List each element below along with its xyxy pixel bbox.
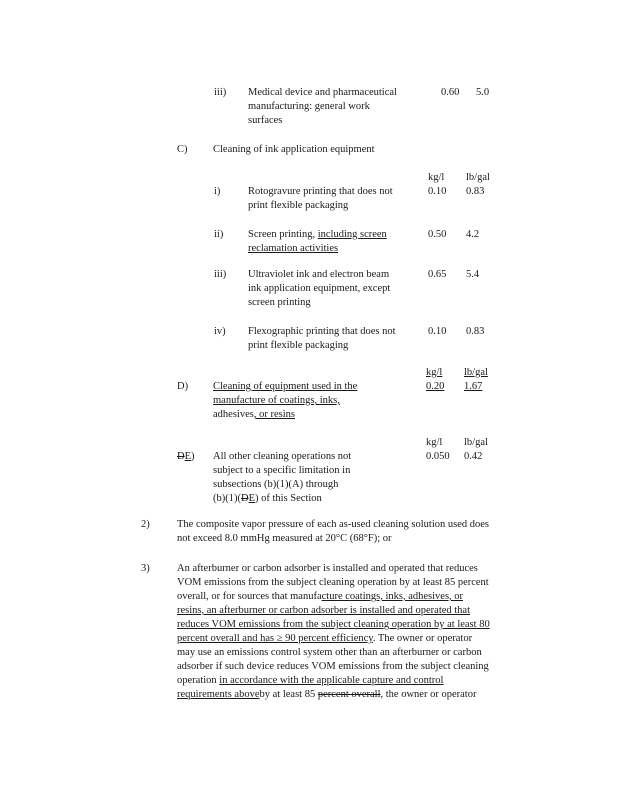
section-c-unit-kgl: kg/l (428, 172, 445, 183)
section-d-kgl: 0.20 (426, 381, 445, 392)
c-item-i-line-1: Rotogravure printing that does not (248, 186, 393, 197)
section-c-title: Cleaning of ink application equipment (213, 144, 375, 155)
c-item-iii-kgl: 0.65 (428, 269, 447, 280)
item-iii-line-2: manufacturing: general work (248, 101, 370, 112)
c-item-iii-label: iii) (214, 269, 227, 280)
c-item-iv-label: iv) (214, 326, 226, 337)
para-3-line-7: may use an emissions control system other than an afterburner or carbon (177, 647, 482, 658)
para-2-line-1: The composite vapor pressure of each as-used cleaning solution used does (177, 519, 489, 530)
c-item-iii-line-3: screen printing (248, 297, 311, 308)
section-d-line-3: adhesives, or resins (213, 409, 295, 420)
para-3-line-4: resins, an afterburner or carbon adsorber is installed and operated that (177, 605, 471, 616)
c-item-ii-label: ii) (214, 229, 224, 240)
section-dd-line-3: subsections (b)(1)(A) through (213, 479, 339, 490)
c-item-iv-lbgal: 0.83 (466, 326, 485, 337)
para-2-line-2: not exceed 8.0 mmHg measured at 20°C (68°F); or (177, 533, 392, 544)
section-c-label: C) (177, 144, 188, 155)
section-dd-line-2: subject to a specific limitation in (213, 465, 351, 476)
section-d-unit-kgl: kg/l (426, 367, 443, 378)
c-item-iii-lbgal: 5.4 (466, 269, 480, 280)
c-item-i-line-2: print flexible packaging (248, 200, 349, 211)
para-2-label: 2) (141, 519, 150, 530)
para-3-line-9: operation in accordance with the applicable capture and control (177, 675, 444, 686)
section-dd-unit-kgl: kg/l (426, 437, 443, 448)
section-dd-kgl: 0.050 (426, 451, 450, 462)
para-3-line-2: VOM emissions from the subject cleaning operation by at least 85 percent (177, 577, 489, 588)
item-iii-label: iii) (214, 87, 227, 98)
section-d-label: D) (177, 381, 189, 392)
para-3-line-1: An afterburner or carbon adsorber is installed and operated that reduces (177, 563, 478, 574)
c-item-iv-line-1: Flexographic printing that does not (248, 326, 396, 337)
section-dd-unit-lbgal: lb/gal (464, 437, 488, 448)
item-iii-lbgal: 5.0 (476, 87, 490, 98)
para-3-line-5: reduces VOM emissions from the subject cleaning operation by at least 80 (177, 619, 490, 630)
c-item-iv-kgl: 0.10 (428, 326, 447, 337)
para-3-line-3: overall, or for sources that manufacture coatings, inks, adhesives, or (177, 591, 464, 602)
section-dd-line-4: (b)(1)(DE) of this Section (213, 493, 322, 504)
c-item-iii-line-2: ink application equipment, except (248, 283, 391, 294)
section-d-line-2: manufacture of coatings, inks, (213, 395, 340, 406)
c-item-iv-line-2: print flexible packaging (248, 340, 349, 351)
section-d-unit-lbgal: lb/gal (464, 367, 488, 378)
para-3-label: 3) (141, 563, 150, 574)
item-iii-line-1: Medical device and pharmaceutical (248, 87, 397, 98)
c-item-ii-kgl: 0.50 (428, 229, 447, 240)
c-item-iii-line-1: Ultraviolet ink and electron beam (248, 269, 390, 280)
section-c-unit-lbgal: lb/gal (466, 172, 490, 183)
c-item-i-lbgal: 0.83 (466, 186, 485, 197)
c-item-ii-line-1: Screen printing, including screen (248, 229, 387, 240)
para-3-line-8: adsorber if such device reduces VOM emissions from the subject cleaning (177, 661, 489, 672)
c-item-ii-lbgal: 4.2 (466, 229, 480, 240)
item-iii-line-3: surfaces (248, 115, 283, 126)
c-item-i-kgl: 0.10 (428, 186, 447, 197)
section-dd-lbgal: 0.42 (464, 451, 483, 462)
para-3-line-10: requirements aboveby at least 85 percent overall, the owner or operator (177, 689, 477, 700)
item-iii-kgl: 0.60 (441, 87, 460, 98)
c-item-i-label: i) (214, 186, 221, 197)
section-d-line-1: Cleaning of equipment used in the (213, 381, 358, 392)
c-item-ii-line-2: reclamation activities (248, 243, 339, 254)
section-dd-label: DE) (177, 451, 195, 462)
section-d-lbgal: 1.67 (464, 381, 483, 392)
section-dd-line-1: All other cleaning operations not (213, 451, 352, 462)
para-3-line-6: percent overall and has ≥ 90 percent efficiency. The owner or operator (177, 633, 473, 644)
